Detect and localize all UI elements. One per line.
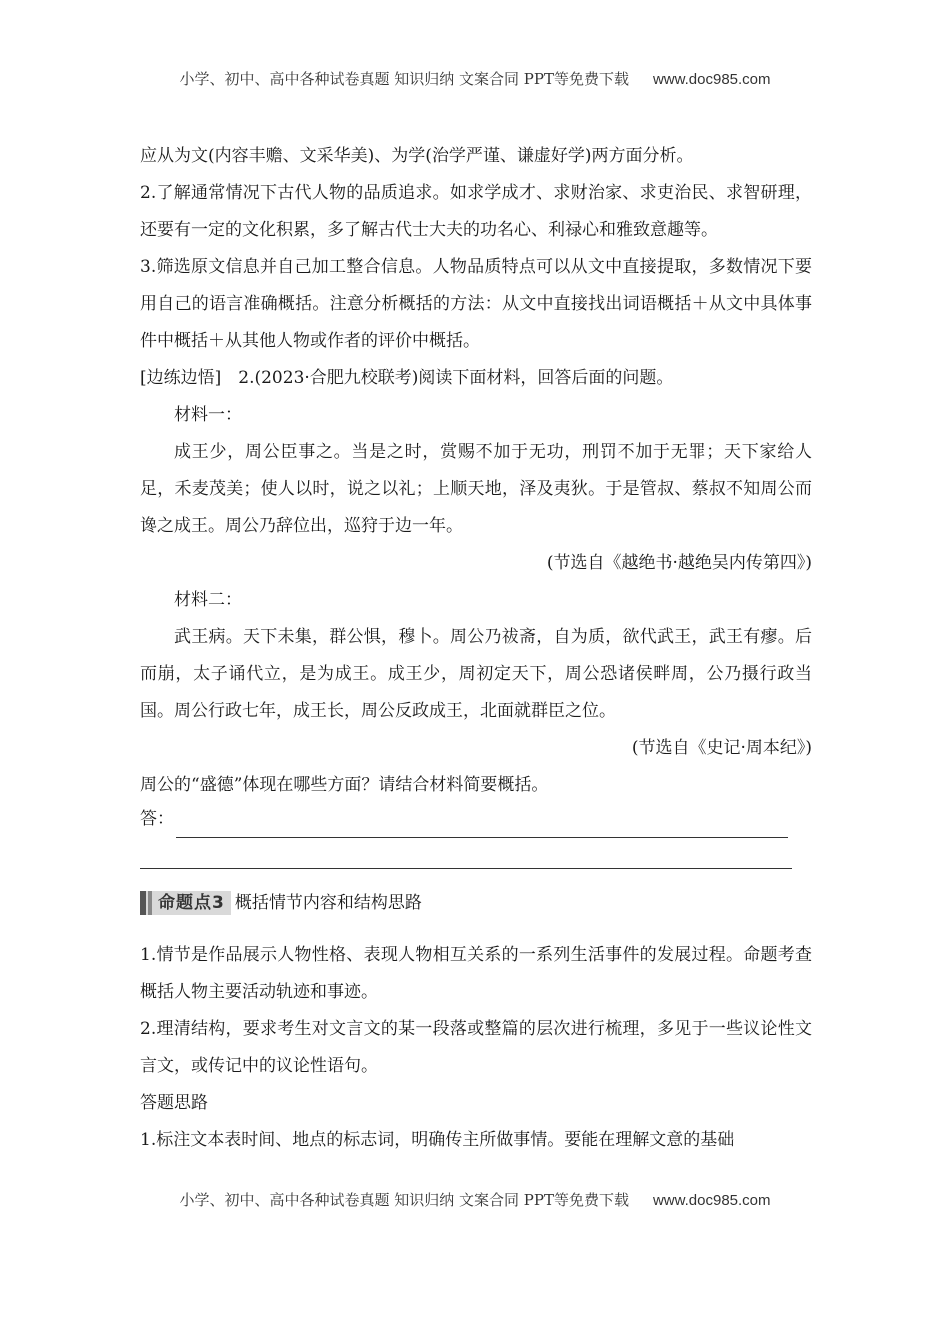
paragraph-analysis: 应从为文(内容丰赡、文采华美)、为学(治学严谨、谦虚好学)两方面分析。 xyxy=(140,146,694,166)
paragraph-plot: 1.情节是作品展示人物性格、表现人物相互关系的一系列生活事件的发展过程。命题考查概括人物主要活动轨迹和事迹。 xyxy=(140,945,812,1002)
page-header xyxy=(0,68,950,89)
section-title: 概括情节内容和结构思路 xyxy=(234,892,422,913)
material-1-label: 材料一： xyxy=(174,405,242,425)
question-text: 周公的“盛德”体现在哪些方面？请结合材料简要概括。 xyxy=(140,775,549,795)
answer-label: 答： xyxy=(140,809,174,829)
paragraph-structure: 2.理清结构，要求考生对文言文的某一段落或整篇的层次进行梳理，多见于一些议论性文言文，或传记中的议论性语句。 xyxy=(140,1019,812,1076)
spacer xyxy=(140,923,812,937)
practice-heading: [边练边悟] 2.(2023·合肥九校联考)阅读下面材料，回答后面的问题。 xyxy=(140,368,674,388)
material-2-source: (节选自《史记·周本纪》) xyxy=(631,738,812,758)
footer-site[interactable]: www.doc985.com xyxy=(652,1192,771,1209)
paragraph-point-3: 3.筛选原文信息并自己加工整合信息。人物品质特点可以从文中直接提取，多数情况下要用自己的语言准确概括。注意分析概括的方法：从文中直接找出词语概括＋从文中具体事件中概括＋从其他人物或作者的评价中概括。 xyxy=(140,257,812,351)
header-site[interactable]: www.doc985.com xyxy=(652,71,771,88)
header-text: 小学、初中、高中各种试卷真题 知识归纳 文案合同 PPT等免费下载 xyxy=(179,70,629,88)
material-1-text: 成王少，周公臣事之。当是之时，赏赐不加于无功，刑罚不加于无罪；天下家给人足，禾麦茂美；使人以时，说之以礼；上顺天地，泽及夷狄。于是管叔、蔡叔不知周公而谗之成王。周公乃辞位出，巡狩于边一年。 xyxy=(140,442,812,536)
material-1-source: (节选自《越绝书·越绝吴内传第四》) xyxy=(546,553,812,573)
page-footer xyxy=(0,1189,950,1210)
answer-line-2[interactable] xyxy=(140,841,792,869)
section-badge-text: 命题点3 xyxy=(158,892,225,913)
paragraph-point-2: 2.了解通常情况下古代人物的品质追求。如求学成才、求财治家、求吏治民、求智研理，还要有一定的文化积累，多了解古代士大夫的功名心、利禄心和雅致意趣等。 xyxy=(140,183,812,240)
paragraph-approach-1: 1.标注文本表时间、地点的标志词，明确传主所做事情。要能在理解文意的基础 xyxy=(140,1130,735,1150)
badge-bar-icon xyxy=(140,891,146,915)
answer-row[interactable] xyxy=(140,804,812,838)
material-2-label: 材料二： xyxy=(174,590,242,610)
footer-text: 小学、初中、高中各种试卷真题 知识归纳 文案合同 PPT等免费下载 xyxy=(179,1191,629,1209)
badge-bar-icon-2 xyxy=(148,891,152,915)
document-body xyxy=(140,138,812,1159)
section-heading xyxy=(140,883,812,923)
answer-approach-heading: 答题思路 xyxy=(140,1093,208,1113)
section-badge xyxy=(140,891,231,915)
material-2-text: 武王病。天下未集，群公惧，穆卜。周公乃祓斋，自为质，欲代武王，武王有瘳。后而崩，太子诵代立，是为成王。成王少，周初定天下，周公恐诸侯畔周，公乃摄行政当国。周公行政七年，成王长，周公反政成王，北面就群臣之位。 xyxy=(140,627,812,721)
answer-line-1[interactable] xyxy=(176,815,788,838)
